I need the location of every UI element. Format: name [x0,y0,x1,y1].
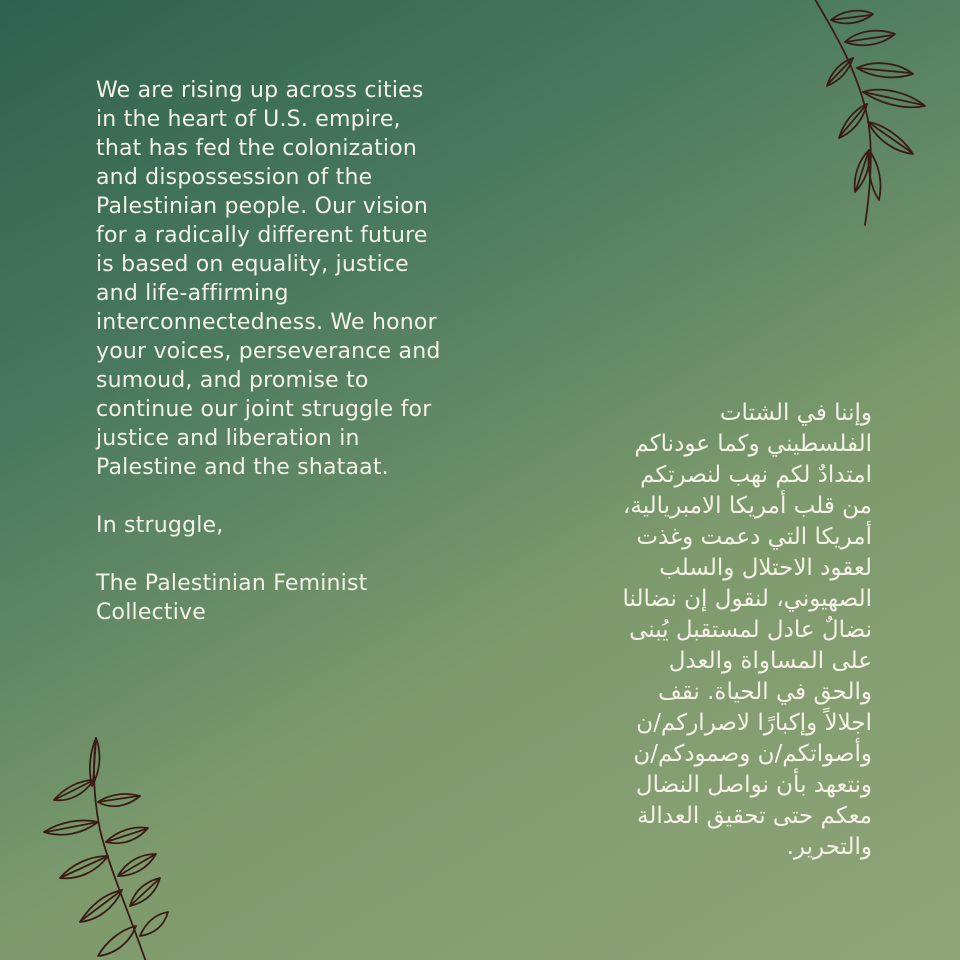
olive-branch-icon [18,730,170,960]
english-body: We are rising up across cities in the heart of U.S. empire, that has fed the colonization and dispossession of the Palestinian people. Our vision for a radically different future is based on equality, justice and life-affirming interconnectedness. We honor your voices, perseverance and sumoud, and promise to continue our joint struggle for justice and liberation in Palestine and the shataat. [96,78,441,480]
english-signature [96,569,496,627]
arabic-statement: وإننا في الشتات الفلسطيني وكما عودناكم امتدادٌ لكم نهب لنصرتكم من قلب أمريكا الامبريالية، أمريكا التي دعمت وغذت لعقود الاحتلال والسلب الصهيوني، لنقول إن نضالنا نضالٌ عادل لمستقبل يُبنى على المساواة والعدل والحق في الحياة. نقف اجلالاً وإكبارًا لاصراركم/ن وأصواتكم/ن وصمودكم/ن ونتعهد بأن نواصل النضال معكم حتى تحقيق العدالة والتحرير. [622,400,872,860]
signature-line: The Palestinian Feminist [96,571,368,596]
english-signoff: In struggle, [96,513,224,538]
english-statement [96,76,496,627]
signature-line: Collective [96,600,206,625]
olive-branch-icon [813,0,938,232]
